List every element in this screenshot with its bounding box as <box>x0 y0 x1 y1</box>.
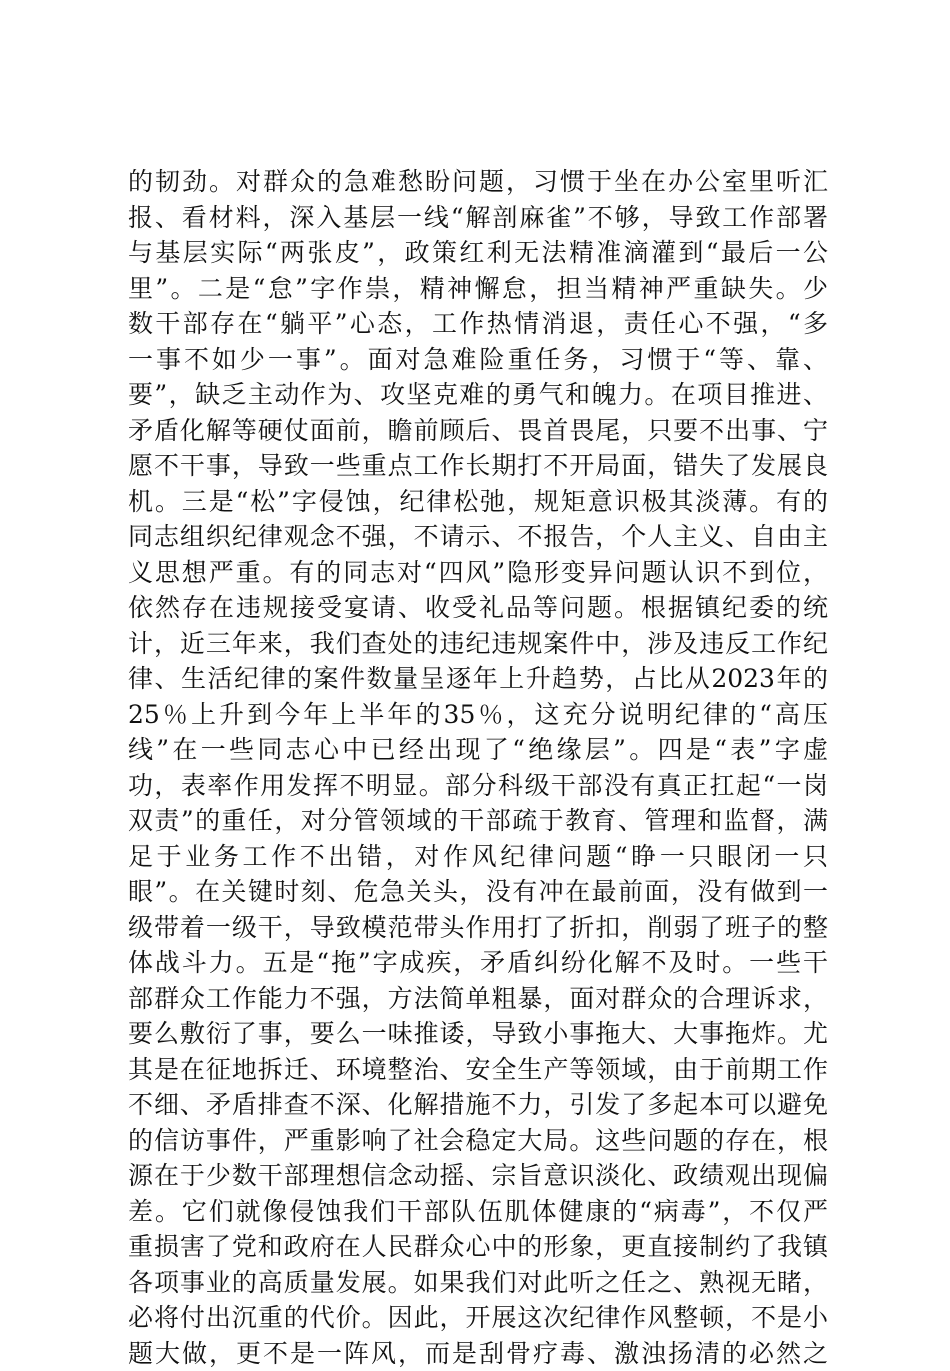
text-line: 不细、矛盾排查不深、化解措施不力，引发了多起本可以避免 <box>128 1087 828 1123</box>
text-line: 与基层实际“两张皮”，政策红利无法精准滴灌到“最后一公 <box>128 235 828 271</box>
text-line: 部群众工作能力不强，方法简单粗暴，面对群众的合理诉求， <box>128 981 828 1017</box>
text-line: 数干部存在“躺平”心态，工作热情消退，责任心不强，“多 <box>128 306 828 342</box>
text-line: 计，近三年来，我们查处的违纪违规案件中，涉及违反工作纪 <box>128 626 828 662</box>
text-line: 矛盾化解等硬仗面前，瞻前顾后、畏首畏尾，只要不出事、宁 <box>128 413 828 449</box>
text-line: 律、生活纪律的案件数量呈逐年上升趋势，占比从2023年的 <box>128 661 828 697</box>
text-line: 要”，缺乏主动作为、攻坚克难的勇气和魄力。在项目推进、 <box>128 377 828 413</box>
text-line: 义思想严重。有的同志对“四风”隐形变异问题认识不到位， <box>128 555 828 591</box>
text-line: 愿不干事，导致一些重点工作长期打不开局面，错失了发展良 <box>128 448 828 484</box>
body-text <box>128 164 828 1371</box>
text-line: 题大做，更不是一阵风，而是刮骨疗毒、激浊扬清的必然之 <box>128 1336 828 1371</box>
text-line: 源在于少数干部理想信念动摇、宗旨意识淡化、政绩观出现偏 <box>128 1158 828 1194</box>
text-line: 双责”的重任，对分管领域的干部疏于教育、管理和监督，满 <box>128 803 828 839</box>
text-line: 里”。二是“怠”字作祟，精神懈怠，担当精神严重缺失。少 <box>128 271 828 307</box>
text-line: 的信访事件，严重影响了社会稳定大局。这些问题的存在，根 <box>128 1123 828 1159</box>
text-line: 同志组织纪律观念不强，不请示、不报告，个人主义、自由主 <box>128 519 828 555</box>
text-line: 足于业务工作不出错，对作风纪律问题“睁一只眼闭一只 <box>128 839 828 875</box>
text-line: 要么敷衍了事，要么一味推诿，导致小事拖大、大事拖炸。尤 <box>128 1016 828 1052</box>
text-line: 报、看材料，深入基层一线“解剖麻雀”不够，导致工作部署 <box>128 200 828 236</box>
text-line: 的韧劲。对群众的急难愁盼问题，习惯于坐在办公室里听汇 <box>128 164 828 200</box>
text-line: 体战斗力。五是“拖”字成疾，矛盾纠纷化解不及时。一些干 <box>128 945 828 981</box>
text-line: 差。它们就像侵蚀我们干部队伍肌体健康的“病毒”，不仅严 <box>128 1194 828 1230</box>
text-line: 25％上升到今年上半年的35％，这充分说明纪律的“高压 <box>128 697 828 733</box>
text-line: 一事不如少一事”。面对急难险重任务，习惯于“等、靠、 <box>128 342 828 378</box>
text-line: 重损害了党和政府在人民群众心中的形象，更直接制约了我镇 <box>128 1229 828 1265</box>
text-line: 功，表率作用发挥不明显。部分科级干部没有真正扛起“一岗 <box>128 768 828 804</box>
text-line: 线”在一些同志心中已经出现了“绝缘层”。四是“表”字虚 <box>128 732 828 768</box>
text-line: 级带着一级干，导致模范带头作用打了折扣，削弱了班子的整 <box>128 910 828 946</box>
text-line: 必将付出沉重的代价。因此，开展这次纪律作风整顿，不是小 <box>128 1300 828 1336</box>
text-line: 依然存在违规接受宴请、收受礼品等问题。根据镇纪委的统 <box>128 590 828 626</box>
text-line: 其是在征地拆迁、环境整治、安全生产等领域，由于前期工作 <box>128 1052 828 1088</box>
text-line: 眼”。在关键时刻、危急关头，没有冲在最前面，没有做到一 <box>128 874 828 910</box>
text-line: 各项事业的高质量发展。如果我们对此听之任之、熟视无睹， <box>128 1265 828 1301</box>
text-line: 机。三是“松”字侵蚀，纪律松弛，规矩意识极其淡薄。有的 <box>128 484 828 520</box>
